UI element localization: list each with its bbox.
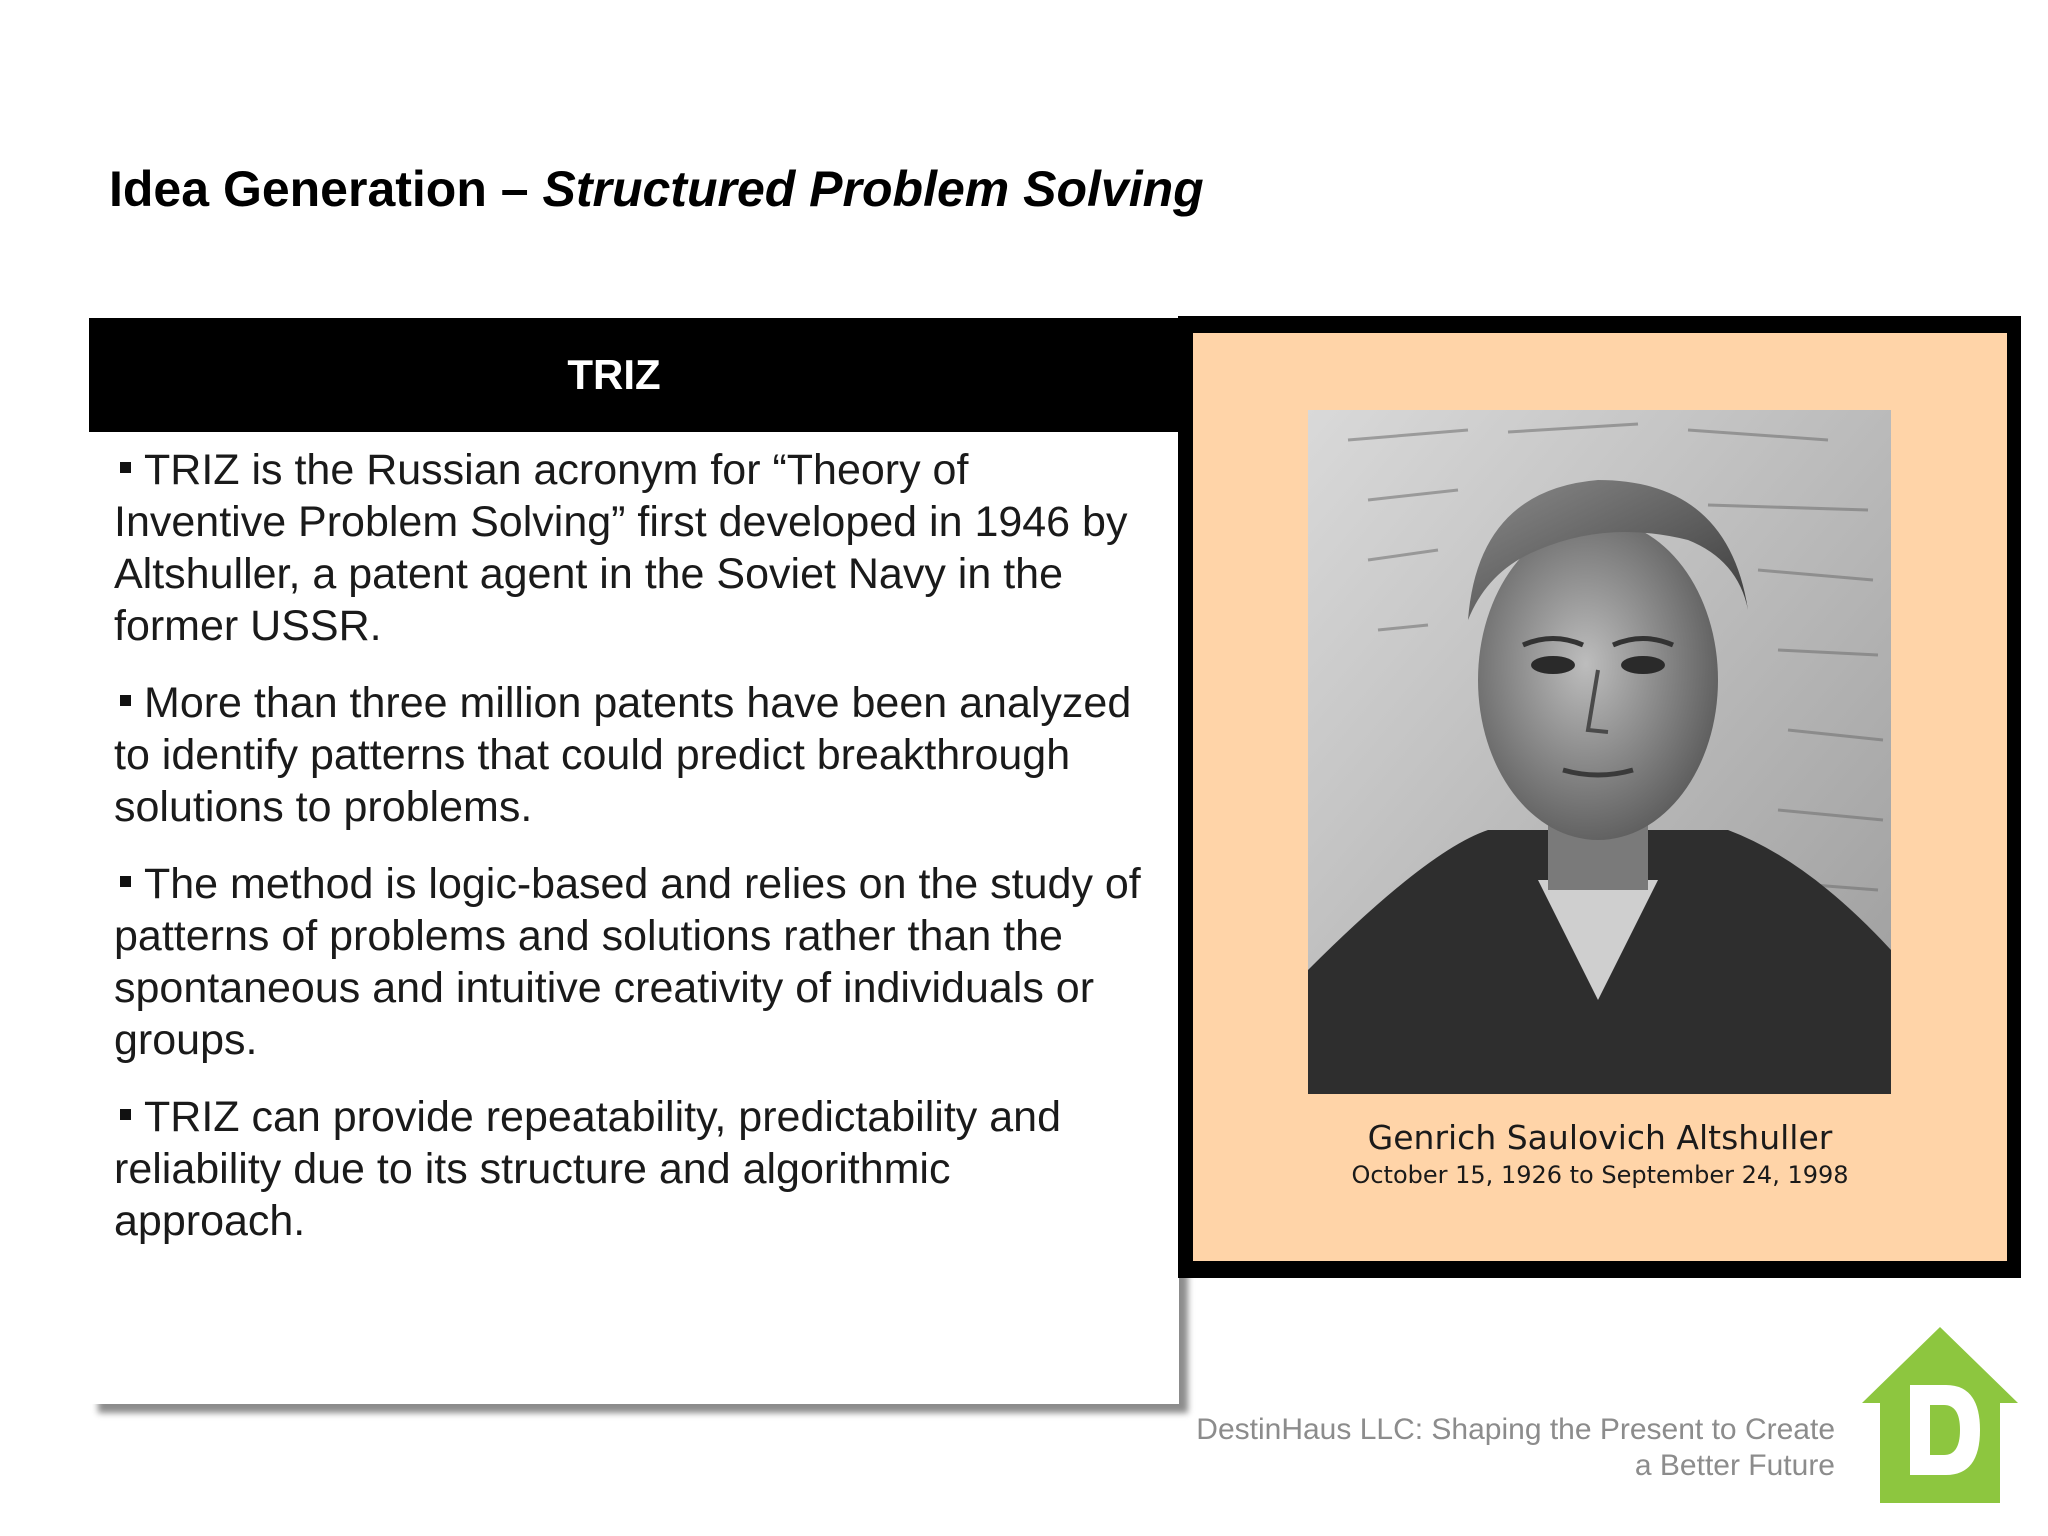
square-bullet-icon [120,462,131,473]
square-bullet-icon [120,1109,131,1120]
footer-line-2: a Better Future [1634,1449,1835,1482]
destinhaus-logo [1860,1325,2020,1505]
slide-title [109,160,1204,218]
slide-title-main: Idea Generation – [109,161,543,217]
bullet-text: The method is logic-based and relies on the study of patterns of problems and solutions rather than the spontaneous and intuitive creativity of individuals or groups. [114,860,1141,1064]
footer-line-1: DestinHaus LLC: Shaping the Present to Create [1196,1413,1835,1446]
bullet-text: More than three million patents have been analyzed to identify patterns that could predict breakthrough solutions to problems. [114,679,1132,831]
footer-tagline [935,1412,1835,1484]
caption-name: Genrich Saulovich Altshuller [1367,1118,1833,1157]
slide-title-subtitle: Structured Problem Solving [542,161,1204,217]
bullet-text: TRIZ is the Russian acronym for “Theory of Inventive Problem Solving” first developed in 1946 by Altshuller, a patent agent in the Soviet Navy in the former USSR. [114,446,1128,650]
caption-dates: October 15, 1926 to September 24, 1998 [1351,1161,1849,1189]
bullet-item [114,677,1149,833]
square-bullet-icon [120,695,131,706]
bullet-item [114,444,1149,652]
square-bullet-icon [120,876,131,887]
bullet-list [89,432,1179,1247]
photo-background [1193,333,2007,1261]
bullet-item [114,1091,1149,1247]
bullet-text: TRIZ can provide repeatability, predictability and reliability due to its structure and algorithmic approach. [114,1093,1061,1245]
panel-header: TRIZ [89,318,1179,432]
triz-text-panel [89,318,1179,1404]
bullet-item [114,858,1149,1066]
photo-frame [1178,316,2021,1278]
portrait-photo [1308,410,1891,1094]
